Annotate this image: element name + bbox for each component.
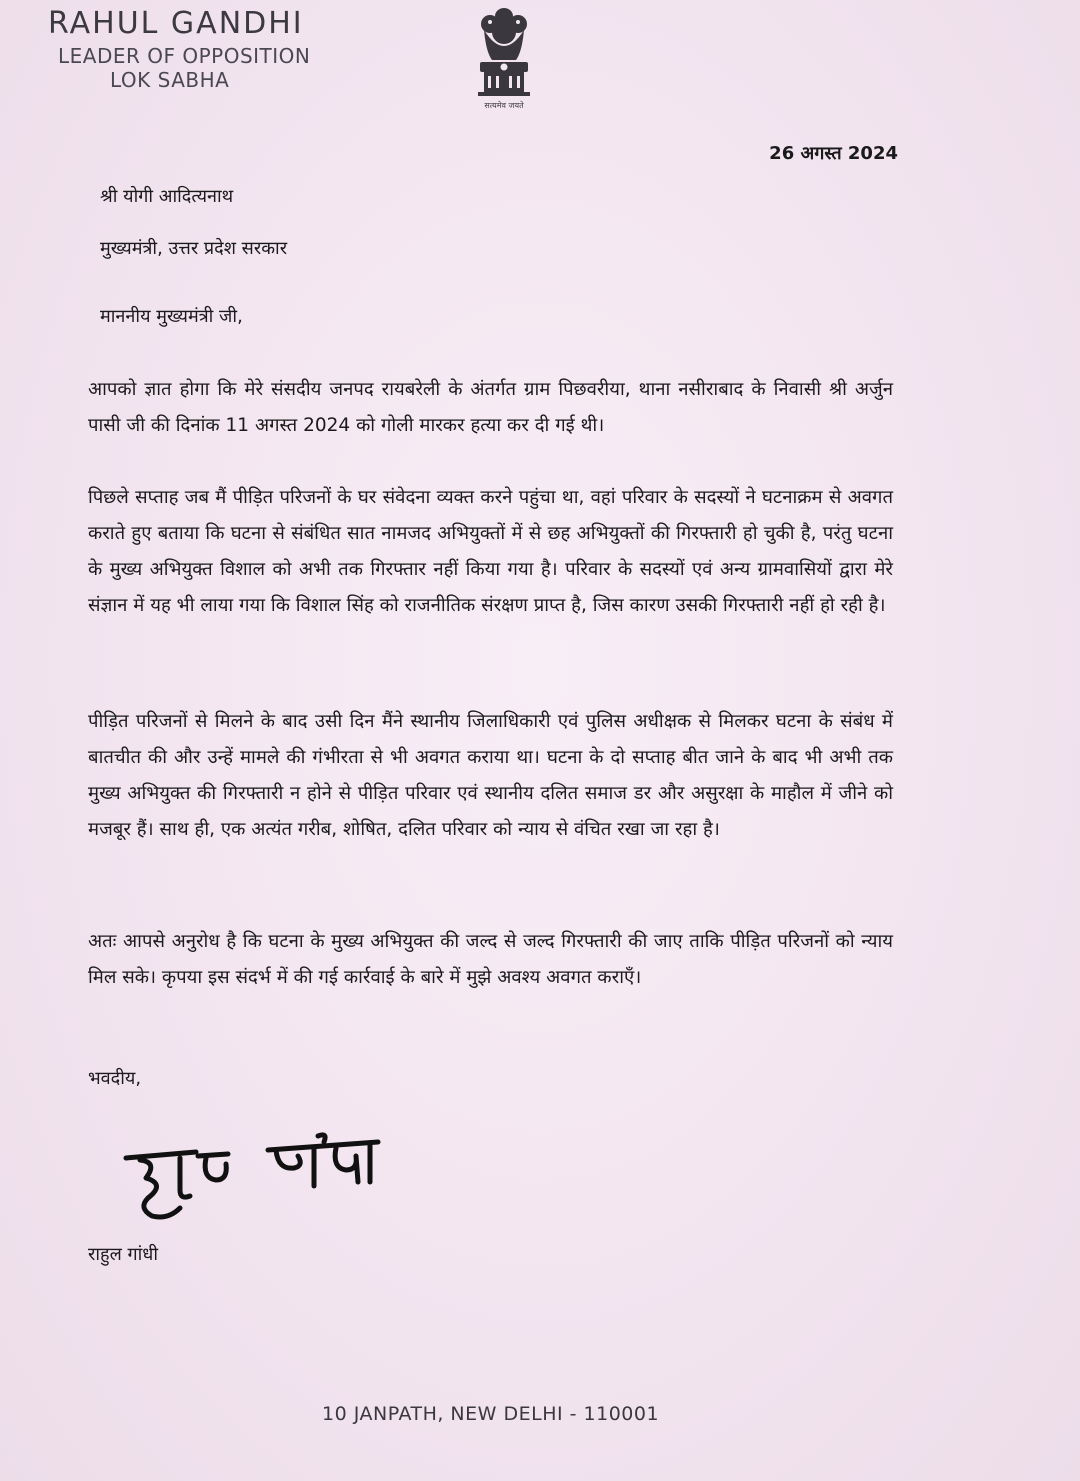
- salutation: माननीय मुख्यमंत्री जी,: [100, 306, 243, 327]
- closing: भवदीय,: [88, 1068, 142, 1089]
- letter-date: 26 अगस्त 2024: [769, 143, 898, 164]
- paragraph-3: पीड़ित परिजनों से मिलने के बाद उसी दिन मैंने स्थानीय जिलाधिकारी एवं पुलिस अधीक्षक से मिलकर घटना के संबंध में बातचीत की और उन्हें मामले की गंभीरता से भी अवगत कराया था। घटना के दो सप्ताह बीत जाने के बाद भी अभी तक मुख्य अभियुक्त की गिरफ्तारी न होने से पीड़ित परिवार एवं स्थानीय दलित समाज डर और असुरक्षा के माहौल में जीने को मजबूर हैं। साथ ही, एक अत्यंत गरीब, शोषित, दलित परिवार को न्याय से वंचित रखा जा रहा है।: [88, 711, 893, 840]
- recipient-name: श्री योगी आदित्यनाथ: [100, 186, 234, 207]
- footer-address: 10 JANPATH, NEW DELHI - 110001: [322, 1403, 660, 1425]
- letterhead-house: LOK SABHA: [110, 68, 230, 92]
- signature: [118, 1128, 398, 1228]
- paragraph-2: पिछले सप्ताह जब मैं पीड़ित परिजनों के घर संवेदना व्यक्त करने पहुंचा था, वहां परिवार के सदस्यों ने घटनाक्रम से अवगत कराते हुए बताया कि घटना से संबंधित सात नामजद अभियुक्तों में से छह अभियुक्तों की गिरफ्तारी हो चुकी है, परंतु घटना के मुख्य अभियुक्त विशाल को अभी तक गिरफ्तार नहीं किया गया है। परिवार के सदस्यों एवं अन्य ग्रामवासियों द्वारा मेरे संज्ञान में यह भी लाया गया कि विशाल सिंह को राजनीतिक संरक्षण प्राप्त है, जिस कारण उसकी गिरफ्तारी नहीं हो रही है।: [88, 487, 893, 616]
- letterhead-name: RAHUL GANDHI: [48, 6, 304, 41]
- signatory-name: राहुल गांधी: [88, 1244, 159, 1265]
- paragraph-1: आपको ज्ञात होगा कि मेरे संसदीय जनपद रायबरेली के अंतर्गत ग्राम पिछवरीया, थाना नसीराबाद के निवासी श्री अर्जुन पासी जी की दिनांक 11 अगस्त 2024 को गोली मारकर हत्या कर दी गई थी।: [88, 379, 893, 436]
- recipient-designation: मुख्यमंत्री, उत्तर प्रदेश सरकार: [100, 238, 288, 259]
- emblem-motto: सत्यमेव जयते: [484, 101, 524, 110]
- paragraph-4: अतः आपसे अनुरोध है कि घटना के मुख्य अभियुक्त की जल्द से जल्द गिरफ्तारी की जाए ताकि पीड़ित परिजनों को न्याय मिल सके। कृपया इस संदर्भ में की गई कार्रवाई के बारे में मुझे अवश्य अवगत कराएँ।: [88, 931, 893, 988]
- letterhead-role: LEADER OF OPPOSITION: [58, 44, 311, 68]
